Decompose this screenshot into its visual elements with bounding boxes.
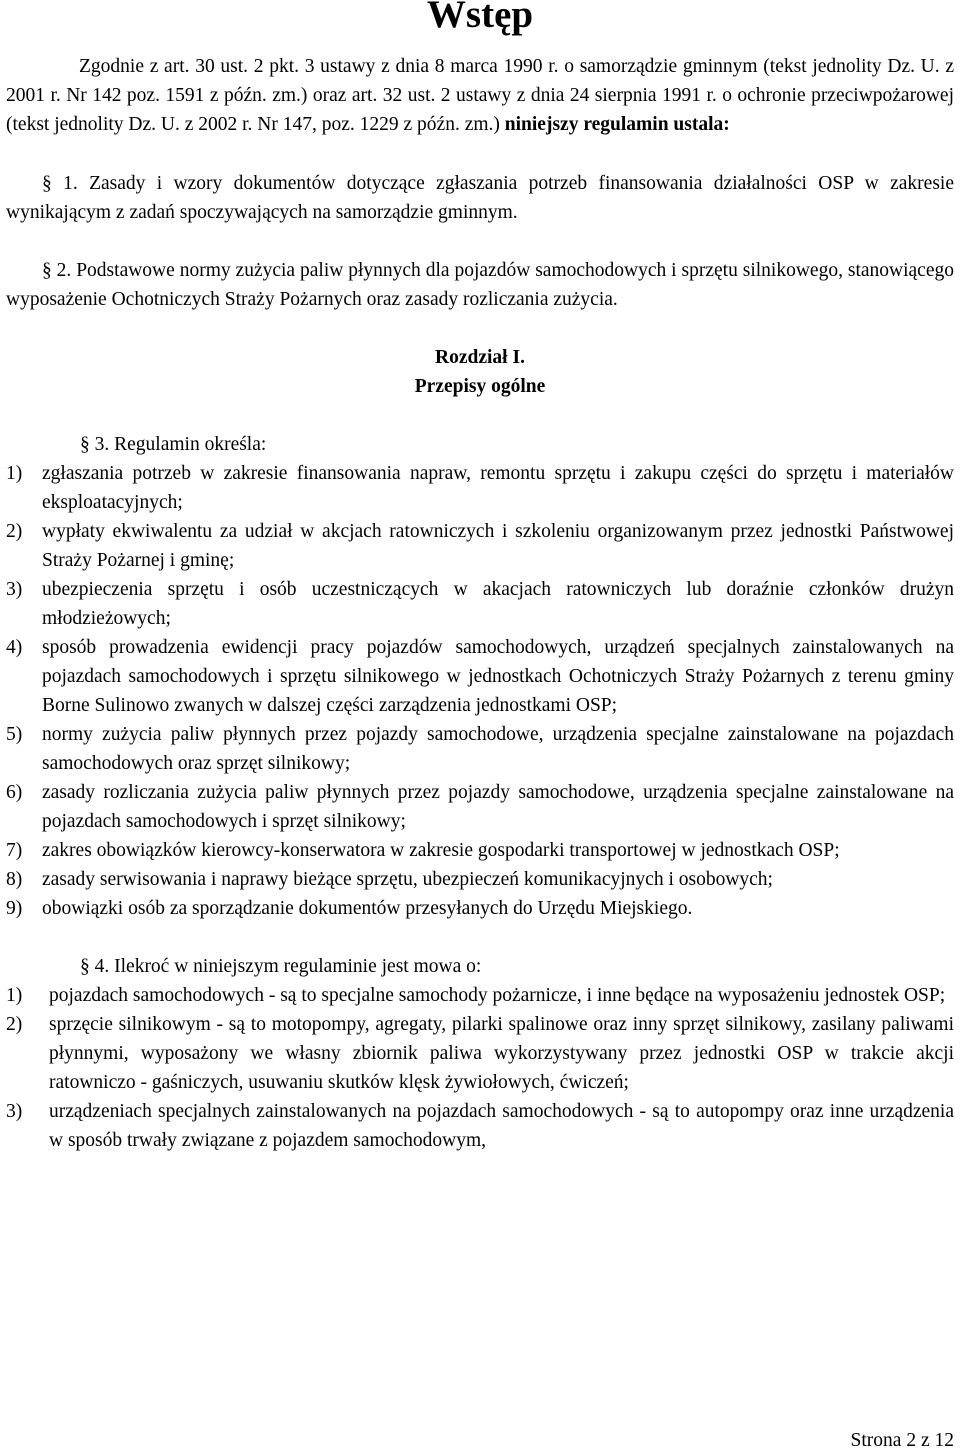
chapter-name: Przepisy ogólne xyxy=(414,376,546,397)
section-3-list xyxy=(6,459,954,923)
list-item-number: 1) xyxy=(6,985,23,1006)
list-item xyxy=(6,633,954,720)
list-item-text: zasady serwisowania i naprawy bieżące sprzętu, ubezpieczeń komunikacyjnych i osobowych; xyxy=(42,869,773,890)
list-item-text: normy zużycia paliw płynnych przez pojazdy samochodowe, urządzenia specjalne zainstalowane na pojazdach samochodowych oraz sprzęt silnikowy; xyxy=(42,724,954,774)
section-2-paragraph: § 2. Podstawowe normy zużycia paliw płynnych dla pojazdów samochodowych i sprzętu silnikowego, stanowiącego wyposażenie Ochotniczych Straży Pożarnych oraz zasady rozliczania zużycia. xyxy=(6,260,954,310)
list-item-number: 4) xyxy=(6,637,23,658)
list-item-number: 6) xyxy=(6,782,23,803)
list-item-text: wypłaty ekwiwalentu za udział w akcjach ratowniczych i szkoleniu organizowanym przez jednostki Państwowej Straży Pożarnej i gminę; xyxy=(42,521,954,571)
list-item-number: 3) xyxy=(6,1101,23,1122)
list-item xyxy=(6,517,954,575)
list-item-number: 2) xyxy=(6,1014,23,1035)
list-item-number: 3) xyxy=(6,579,23,600)
list-item xyxy=(6,1097,954,1155)
list-item xyxy=(6,894,954,923)
list-item-text: obowiązki osób za sporządzanie dokumentów przesyłanych do Urzędu Miejskiego. xyxy=(42,898,693,919)
section-4-heading: § 4. Ilekroć w niniejszym regulaminie jest mowa o: xyxy=(80,956,482,977)
section-4-list xyxy=(6,981,954,1155)
chapter-heading xyxy=(6,343,954,401)
list-item-text: ubezpieczenia sprzętu i osób uczestniczących w akacjach ratowniczych lub doraźnie członków drużyn młodzieżowych; xyxy=(42,579,954,629)
list-item-text: zasady rozliczania zużycia paliw płynnych przez pojazdy samochodowe, urządzenia specjalne zainstalowane na pojazdach samochodowych i sprzęt silnikowy; xyxy=(42,782,954,832)
list-item xyxy=(6,981,954,1010)
list-item-text: zakres obowiązków kierowcy-konserwatora w zakresie gospodarki transportowej w jednostkach OSP; xyxy=(42,840,840,861)
list-item-number: 9) xyxy=(6,898,23,919)
list-item xyxy=(6,836,954,865)
list-item-number: 7) xyxy=(6,840,23,861)
list-item xyxy=(6,778,954,836)
list-item-number: 5) xyxy=(6,724,23,745)
list-item xyxy=(6,1010,954,1097)
document-page xyxy=(6,0,954,1155)
list-item-number: 2) xyxy=(6,521,23,542)
list-item xyxy=(6,575,954,633)
list-item-text: sposób prowadzenia ewidencji pracy pojazdów samochodowych, urządzeń specjalnych zainstalowanych na pojazdach samochodowych i sprzętu silnikowego w jednostkach Ochotniczych Straży Pożarnych z terenu gminy Borne Sulinowo zwanych w dalszej części zarządzenia jednostkami OSP; xyxy=(42,637,954,716)
intro-bold-text: niniejszy regulamin ustala: xyxy=(504,114,730,135)
list-item-text: urządzeniach specjalnych zainstalowanych na pojazdach samochodowych - są to autopompy oraz inne urządzenia w sposób trwały związane z pojazdem samochodowym, xyxy=(49,1101,954,1151)
list-item xyxy=(6,720,954,778)
chapter-number: Rozdział I. xyxy=(435,347,525,368)
list-item-number: 8) xyxy=(6,869,23,890)
list-item-text: sprzęcie silnikowym - są to motopompy, agregaty, pilarki spalinowe oraz inny sprzęt silnikowy, zasilany paliwami płynnymi, wyposażony we własny zbiornik paliwa wykorzystywany przez jednostki OSP w trakcie akcji ratowniczo - gaśniczych, usuwaniu skutków klęsk żywiołowych, ćwiczeń; xyxy=(49,1014,954,1093)
list-item xyxy=(6,865,954,894)
list-item-text: zgłaszania potrzeb w zakresie finansowania napraw, remontu sprzętu i zakupu części do sprzętu i materiałów eksploatacyjnych; xyxy=(42,463,954,513)
section-3-heading: § 3. Regulamin określa: xyxy=(80,434,267,455)
intro-paragraph xyxy=(6,52,954,139)
list-item-number: 1) xyxy=(6,463,23,484)
page-number: Strona 2 z 12 xyxy=(850,1430,954,1451)
document-title: Wstęp xyxy=(426,0,534,36)
intro-text: Zgodnie z art. 30 ust. 2 pkt. 3 ustawy z dnia 8 marca 1990 r. o samorządzie gminnym (tekst jednolity Dz. U. z 2001 r. Nr 142 poz. 1591 z późn. zm.) oraz art. 32 ust. 2 ustawy z dnia 24 sierpnia 1991 r. o ochronie przeciwpożarowej (tekst jednolity Dz. U. z 2002 r. Nr 147, poz. 1229 z późn. zm.) xyxy=(6,56,954,135)
section-1-paragraph: § 1. Zasady i wzory dokumentów dotyczące zgłaszania potrzeb finansowania działalności OSP w zakresie wynikającym z zadań spoczywających na samorządzie gminnym. xyxy=(6,173,954,223)
list-item xyxy=(6,459,954,517)
list-item-text: pojazdach samochodowych - są to specjalne samochody pożarnicze, i inne będące na wyposażeniu jednostek OSP; xyxy=(49,985,946,1006)
